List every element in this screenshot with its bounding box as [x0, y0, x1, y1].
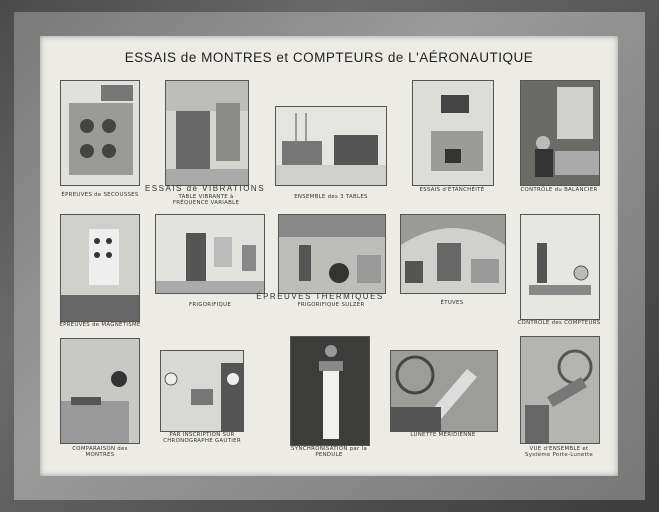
caption-shock-test: ÉPREUVES de SECOUSSES [61, 192, 139, 198]
photo-overall-view [520, 336, 600, 444]
section-thermal: ÉPREUVES THERMIQUES [256, 292, 384, 301]
caption-meter-control: CONTRÔLE des COMPTEURS [517, 320, 601, 326]
photo-magnetism [60, 214, 140, 322]
caption-chronograph: PAR INSCRIPTION SUR CHRONOGRAPHE GAUTIER [163, 432, 241, 445]
caption-overall-view: VUE d'ENSEMBLE et Système Porte-Lunette [525, 446, 593, 459]
caption-ovens: ÉTUVES [440, 300, 464, 306]
photo-three-tables [275, 106, 387, 186]
photo-board [40, 36, 618, 476]
caption-magnetism: ÉPREUVES de MAGNÉTISME [59, 322, 141, 328]
caption-meridian: LUNETTE MÉRIDIENNE [410, 432, 476, 438]
caption-three-tables: ENSEMBLE des 3 TABLES [294, 194, 368, 200]
caption-vibrating-table: TABLE VIBRANTE à FRÉQUENCE VARIABLE [172, 194, 240, 207]
board-title: ESSAIS de MONTRES et COMPTEURS de L'AÉRONAUTIQUE [124, 50, 534, 65]
section-vibrations: ESSAIS de VIBRATIONS [144, 184, 266, 193]
photo-vibrating-table [165, 80, 249, 186]
photo-ovens [400, 214, 506, 294]
photo-chronograph [160, 350, 244, 432]
photo-refrigerator [155, 214, 265, 294]
caption-watch-comparison: COMPARAISON des MONTRES [72, 446, 128, 459]
caption-sealing-test: ESSAIS d'ÉTANCHÉITÉ [419, 187, 485, 193]
photo-pendulum [290, 336, 370, 446]
photo-balance-control [520, 80, 600, 186]
caption-balance-control: CONTRÔLE du BALANCIER [520, 187, 598, 193]
photo-meridian-telescope [390, 350, 498, 432]
photo-meter-control [520, 214, 600, 320]
photo-shock-test [60, 80, 140, 186]
caption-pendulum: SYNCHRONISATION par la PENDULE [291, 446, 367, 459]
photo-watch-comparison [60, 338, 140, 444]
caption-sulzer: FRIGORIFIQUE SULZER [297, 302, 365, 308]
photo-sealing-test [412, 80, 494, 186]
photo-sulzer-refrigerator [278, 214, 386, 294]
caption-refrigerator: FRIGORIFIQUE [188, 302, 232, 308]
